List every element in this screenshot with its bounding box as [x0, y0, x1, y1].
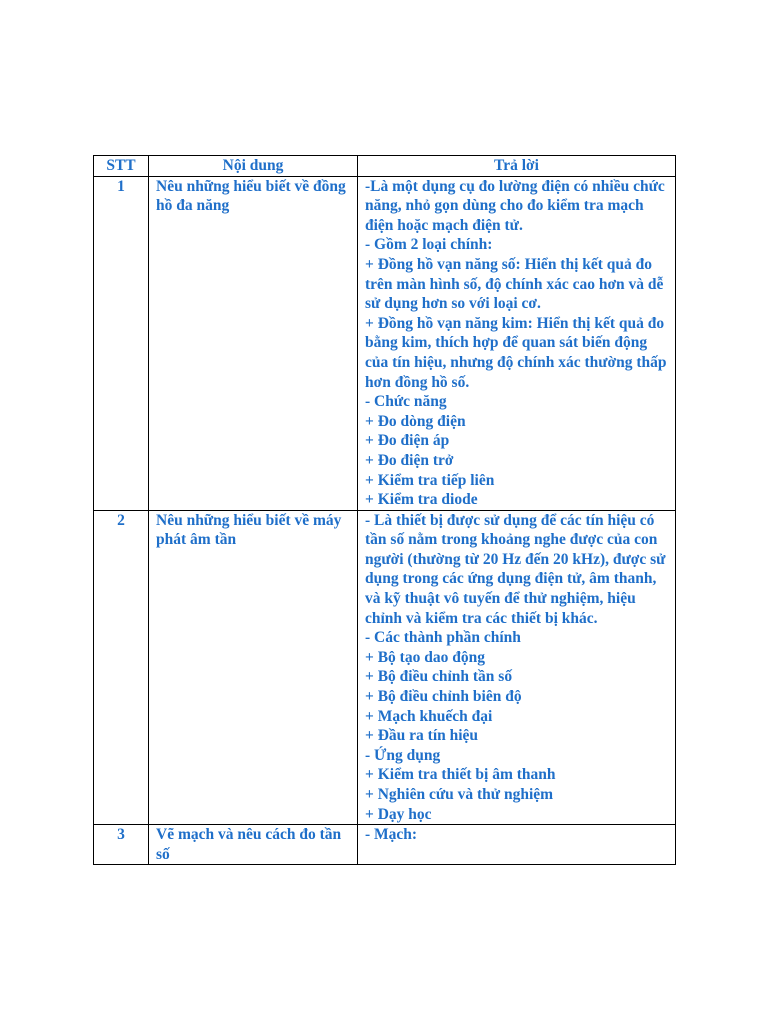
answer-line: + Kiểm tra tiếp liên: [365, 471, 495, 489]
answer-line: + Mạch khuếch đại: [365, 707, 493, 725]
table-row: [94, 176, 676, 510]
answer-line: + Đo điện trở: [365, 451, 454, 469]
table-row: [94, 825, 676, 865]
qa-table: [93, 155, 676, 865]
answer-line: + Bộ tạo dao động: [365, 648, 485, 666]
row-topic: Nêu những hiểu biết về máy phát âm tần: [149, 510, 358, 825]
answer-line: - Gồm 2 loại chính:: [365, 236, 493, 254]
row-number: 3: [94, 825, 149, 865]
row-answer: [358, 510, 676, 825]
answer-line: -Là một dụng cụ đo lường điện có nhiều chức năng, nhỏ gọn dùng cho đo kiểm tra mạch điện hoặc mạch điện tử.: [365, 177, 669, 234]
answer-line: + Bộ điều chỉnh tần số: [365, 668, 513, 686]
answer-line: + Đo điện áp: [365, 432, 450, 450]
header-stt: STT: [94, 156, 149, 177]
header-answer: Trả lời: [358, 156, 676, 177]
row-answer: [358, 825, 676, 865]
answer-line: + Đầu ra tín hiệu: [365, 727, 479, 745]
answer-line: + Nghiên cứu và thử nghiệm: [365, 786, 554, 803]
answer-line: - Các thành phần chính: [365, 629, 521, 647]
answer-line: + Bộ điều chỉnh biên độ: [365, 688, 522, 706]
row-topic: Vẽ mạch và nêu cách đo tần số: [149, 825, 358, 865]
table-header-row: [94, 156, 676, 177]
answer-line: + Đồng hồ vạn năng kim: Hiển thị kết quả đo bằng kim, thích hợp để quan sát biến động của tín hiệu, nhưng độ chính xác thường thấp hơn đồng hồ số.: [365, 314, 671, 391]
answer-line: + Đồng hồ vạn năng số: Hiển thị kết quả đo trên màn hình số, độ chính xác cao hơn và dễ sử dụng hơn so với loại cơ.: [365, 255, 668, 313]
answer-line: - Ứng dụng: [365, 746, 441, 764]
row-number: 2: [94, 510, 149, 825]
answer-line: - Là thiết bị được sử dụng để các tín hiệu có tần số nằm trong khoảng nghe được của con người (thường từ 20 Hz đến 20 kHz), được sử dụng trong các ứng dụng điện tử, âm thanh, và kỹ thuật vô tuyến để thử nghiệm, hiệu chỉnh và kiểm tra các thiết bị khác.: [365, 511, 670, 627]
table-row: [94, 510, 676, 825]
answer-line: - Mạch:: [365, 826, 418, 844]
answer-line: + Kiểm tra thiết bị âm thanh: [365, 766, 556, 784]
answer-line: + Kiểm tra diode: [365, 491, 478, 509]
row-topic: Nêu những hiểu biết về đồng hồ đa năng: [149, 176, 358, 510]
row-number: 1: [94, 176, 149, 510]
header-content: Nội dung: [149, 156, 358, 177]
answer-line: + Đo dòng điện: [365, 412, 466, 430]
answer-line: + Dạy học: [365, 805, 432, 823]
answer-line: - Chức năng: [365, 393, 447, 411]
row-answer: [358, 176, 676, 510]
